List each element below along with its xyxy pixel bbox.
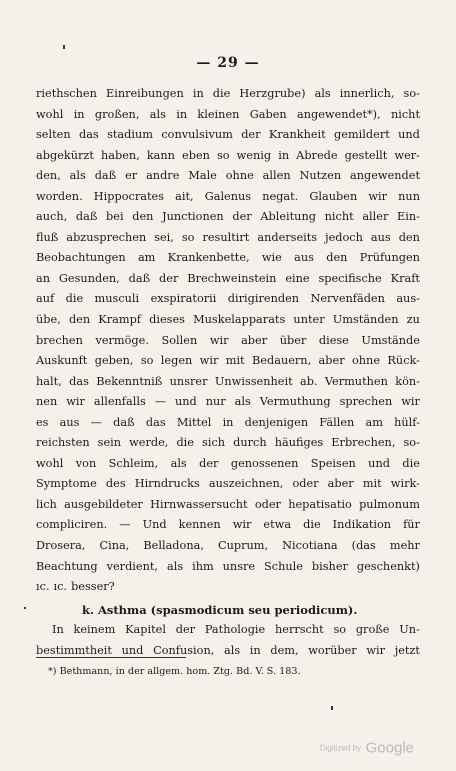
word: oder [292, 477, 319, 491]
word: specifische [318, 271, 382, 285]
word: ait, [175, 189, 194, 203]
word: so [140, 354, 154, 368]
text-line [36, 474, 420, 495]
word: herrscht [274, 623, 324, 637]
word: exspiratorii [150, 292, 217, 306]
word: Herzgrube) [239, 87, 306, 100]
word: nicht [390, 107, 420, 121]
word: hepatisatio [288, 497, 352, 511]
word: kennen [178, 518, 221, 532]
text-line [36, 413, 420, 434]
word: Rück- [387, 354, 420, 368]
word: allen [262, 169, 291, 183]
word: angewendet [349, 169, 420, 183]
word: Bekenntniß [96, 374, 163, 388]
word: wir [232, 518, 252, 532]
word: Beobachtungen [36, 251, 126, 265]
word: Umstände [361, 333, 420, 347]
word: abzusprechen [66, 230, 147, 244]
word: daß [128, 271, 151, 285]
word: als [170, 456, 187, 470]
word: aller [362, 210, 389, 224]
word: sprechen [339, 395, 393, 409]
word: riethschen [36, 87, 97, 100]
text-line [36, 536, 420, 557]
word: die [402, 456, 420, 470]
word: kleinen [197, 107, 240, 121]
word: Speisen [310, 456, 356, 470]
word: Ableitung [260, 210, 316, 224]
word: Unwissenheit [214, 374, 293, 388]
word: auf [36, 292, 55, 306]
word: so [181, 230, 195, 244]
word: etwa [263, 518, 292, 532]
text-line [36, 515, 420, 536]
word: negat. [262, 189, 299, 203]
word: ıc. [36, 580, 50, 594]
word: sich [202, 436, 226, 450]
word: kön- [395, 374, 420, 388]
word: an [36, 271, 51, 285]
word: abgekürzt [36, 148, 94, 162]
word: aus [294, 251, 314, 265]
word: allenfalls [93, 395, 146, 409]
word: lich [36, 497, 57, 511]
text-line [36, 289, 420, 310]
word: Confusion, [153, 643, 215, 657]
google-logo: Google [365, 739, 414, 757]
word: und [368, 456, 390, 470]
word: ıc. [53, 580, 68, 594]
word: es [36, 415, 49, 429]
word: bisher [311, 559, 348, 573]
word: pulmonum [359, 497, 420, 511]
word: fluß [36, 230, 59, 244]
word: dem, [270, 643, 299, 657]
word: Male [188, 169, 217, 183]
text-line [36, 433, 420, 454]
word: für [403, 518, 420, 532]
word: ohne [225, 169, 254, 183]
word: Beachtung [36, 559, 98, 573]
word: als [314, 87, 331, 100]
section-heading: k. Asthma (spasmodicum seu periodicum). [82, 602, 358, 617]
word: als [234, 395, 251, 409]
word: in [192, 87, 204, 100]
word: compliciren. [36, 518, 108, 532]
word: Umständen [332, 313, 399, 327]
word: wer- [394, 148, 420, 162]
word: so- [403, 87, 420, 100]
word: brechen [36, 333, 83, 347]
word: aber [327, 477, 354, 491]
page-number: — 29 — [196, 55, 260, 71]
word: — [119, 518, 131, 532]
word: selten [36, 128, 71, 142]
word: Gaben [249, 107, 287, 121]
word: sei, [154, 230, 174, 244]
word: er [125, 169, 138, 183]
word: über [279, 333, 307, 347]
word: Krankenbette, [167, 251, 250, 265]
word: von [75, 456, 97, 470]
text-line [36, 187, 420, 208]
word: am [365, 415, 383, 429]
text-line [36, 557, 420, 578]
text-line [36, 620, 420, 641]
text-line [36, 392, 420, 413]
word: convulsivum [161, 128, 233, 142]
word: und [398, 128, 420, 142]
word: wir [368, 189, 388, 203]
word: stadium [107, 128, 153, 142]
word: hülf- [394, 415, 420, 429]
word: so- [403, 436, 420, 450]
word: unter [293, 313, 325, 327]
page-body [36, 84, 420, 661]
word: in [278, 148, 290, 162]
word: Junctionen [162, 210, 224, 224]
word: Fällen [319, 415, 355, 429]
word: dirigirenden [227, 292, 300, 306]
text-line [36, 105, 420, 126]
word: Krankheit [268, 128, 326, 142]
word: den [68, 313, 91, 327]
word: Cina, [99, 539, 130, 553]
word: Pathologie [204, 623, 266, 637]
word: angewendet*), [296, 107, 381, 121]
word: in [73, 107, 85, 121]
word: in [249, 643, 261, 657]
word: Un- [399, 623, 420, 637]
word: am [137, 251, 156, 265]
word: Ein- [397, 210, 420, 224]
text-line [36, 351, 420, 372]
word: wohl [36, 107, 64, 121]
word: gemildert [334, 128, 390, 142]
word: reichsten [36, 436, 90, 450]
word: wirk- [390, 477, 420, 491]
word: durch [233, 436, 267, 450]
word: keinem [73, 623, 116, 637]
word: legen [160, 354, 193, 368]
word: auszeichnen, [208, 477, 284, 491]
word: Muskelapparats [193, 313, 286, 327]
word: auch, [36, 210, 68, 224]
word: den, [36, 169, 61, 183]
word: ab. [299, 374, 318, 388]
word: die [303, 518, 321, 532]
word: eben [182, 148, 210, 162]
word: worüber [308, 643, 357, 657]
word: andre [146, 169, 180, 183]
word: aus [370, 230, 391, 244]
word: der [199, 456, 219, 470]
word: Belladona, [143, 539, 204, 553]
word: und [121, 643, 144, 657]
word: großen, [94, 107, 140, 121]
word: wir [401, 395, 420, 409]
word: bei [106, 210, 124, 224]
word: gestellt [344, 148, 388, 162]
word: genossenen [230, 456, 299, 470]
word: Nervenfäden [310, 292, 385, 306]
text-line [36, 166, 420, 187]
word: Auskunft [36, 354, 88, 368]
word: dieses [149, 313, 185, 327]
word: als [69, 169, 86, 183]
word: Cuprum, [217, 539, 269, 553]
word: die [65, 292, 84, 306]
word: in [176, 107, 188, 121]
text-line [36, 454, 420, 475]
word: der [175, 623, 196, 637]
word: Einreibungen [105, 87, 184, 100]
word: häufiges [274, 436, 324, 450]
word: so [216, 148, 230, 162]
paper-speck [331, 706, 333, 710]
text-line [36, 310, 420, 331]
word: daß [113, 415, 135, 429]
word: haben, [100, 148, 140, 162]
footnote: *) Bethmann, in der allgem. hom. Ztg. Bd. V. S. 183. [48, 666, 301, 677]
word: Galenus [204, 189, 252, 203]
word: nen [36, 395, 58, 409]
word: daß [75, 210, 98, 224]
word: als [166, 559, 184, 573]
word: jedoch [325, 230, 363, 244]
word: Krampf [98, 313, 141, 327]
word: Prüfungen [359, 251, 420, 265]
word: als [223, 643, 241, 657]
word: Bedauern, [251, 354, 312, 368]
text-line [36, 331, 420, 352]
text-line [36, 125, 420, 146]
word: bestimmtheit [36, 643, 112, 657]
word: Gesunden, [58, 271, 120, 285]
paper-speck [63, 45, 65, 49]
main-paragraph [36, 84, 420, 598]
word: ausgebildeter [64, 497, 143, 511]
text-line [36, 641, 420, 662]
word: der [241, 128, 261, 142]
word: das [145, 415, 166, 429]
word: aber [318, 354, 345, 368]
word: die [176, 436, 194, 450]
word: verdient, [106, 559, 159, 573]
word: Kraft [390, 271, 420, 285]
word: wenig [236, 148, 272, 162]
word: den [398, 230, 420, 244]
watermark-prefix: Digitized by [319, 743, 362, 753]
word: ihm [192, 559, 214, 573]
word: wir [66, 395, 85, 409]
word: sein [97, 436, 122, 450]
word: denjenigen [244, 415, 309, 429]
word: Vermuthung [259, 395, 331, 409]
word: unsre [222, 559, 256, 573]
word: musculi [94, 292, 140, 306]
word: Hippocrates [93, 189, 164, 203]
word: aus [59, 415, 80, 429]
word: Abrede [296, 148, 338, 162]
word: Nutzen [299, 169, 342, 183]
word: die [212, 87, 231, 100]
word: Drosera, [36, 539, 86, 553]
digitized-watermark [320, 739, 414, 757]
word: innerlich, [339, 87, 395, 100]
word: Vermuthen [324, 374, 388, 388]
word: Mittel [176, 415, 212, 429]
word: Glauben [309, 189, 358, 203]
text-line [36, 146, 420, 167]
word: daß [94, 169, 117, 183]
text-line [36, 207, 420, 228]
word: Und [142, 518, 167, 532]
word: werde, [129, 436, 169, 450]
text-line [36, 495, 420, 516]
text-line [36, 228, 420, 249]
word: den [132, 210, 154, 224]
word: Nicotiana [282, 539, 338, 553]
word: Schule [264, 559, 303, 573]
word: halt, [36, 374, 62, 388]
word: aber [241, 333, 268, 347]
footnote-divider [36, 657, 186, 658]
word: des [105, 477, 126, 491]
word: besser? [71, 580, 115, 594]
second-paragraph [36, 620, 420, 661]
word: Schleim, [108, 456, 159, 470]
word: vermöge. [95, 333, 149, 347]
text-line [36, 372, 420, 393]
word: Hirndrucks [134, 477, 200, 491]
word: wie [261, 251, 282, 265]
word: Erbrechen, [331, 436, 396, 450]
word: anderseits [257, 230, 318, 244]
word: eine [285, 271, 310, 285]
word: kann [146, 148, 175, 162]
word: unsrer [169, 374, 208, 388]
word: Brechweinstein [187, 271, 277, 285]
word: übe, [36, 313, 61, 327]
text-line [36, 269, 420, 290]
word: — [154, 395, 167, 409]
word: den [326, 251, 348, 265]
text-line [36, 248, 420, 269]
word: Symptome [36, 477, 97, 491]
word: wir [366, 643, 386, 657]
word: In [52, 623, 64, 637]
word: jetzt [394, 643, 420, 657]
word: nun [398, 189, 420, 203]
paper-speck [24, 607, 26, 609]
word: wir [209, 333, 229, 347]
word: ohne [351, 354, 381, 368]
word: worden. [36, 189, 83, 203]
word: mit [362, 477, 382, 491]
word: — [90, 415, 102, 429]
word: wohl [36, 456, 64, 470]
word: (das [351, 539, 376, 553]
word: resultirt [202, 230, 250, 244]
word: aus- [396, 292, 420, 306]
word: das [69, 374, 89, 388]
word: Kapitel [125, 623, 166, 637]
word: nur [205, 395, 226, 409]
text-line [36, 84, 420, 105]
word: der [159, 271, 179, 285]
word: diese [318, 333, 349, 347]
word: geschenkt) [356, 559, 420, 573]
word: mit [225, 354, 245, 368]
word: zu [406, 313, 420, 327]
word: Hirnwassersucht [150, 497, 248, 511]
word: Sollen [161, 333, 198, 347]
word: mehr [389, 539, 420, 553]
word: Indikation [332, 518, 392, 532]
word: in [222, 415, 234, 429]
word: als [149, 107, 166, 121]
word: geben, [94, 354, 134, 368]
word: der [232, 210, 252, 224]
word: wir [199, 354, 219, 368]
word: nicht [324, 210, 354, 224]
word: oder [254, 497, 281, 511]
word: das [78, 128, 99, 142]
word: und [174, 395, 197, 409]
word: so [333, 623, 347, 637]
text-line [36, 577, 420, 598]
word: große [355, 623, 390, 637]
